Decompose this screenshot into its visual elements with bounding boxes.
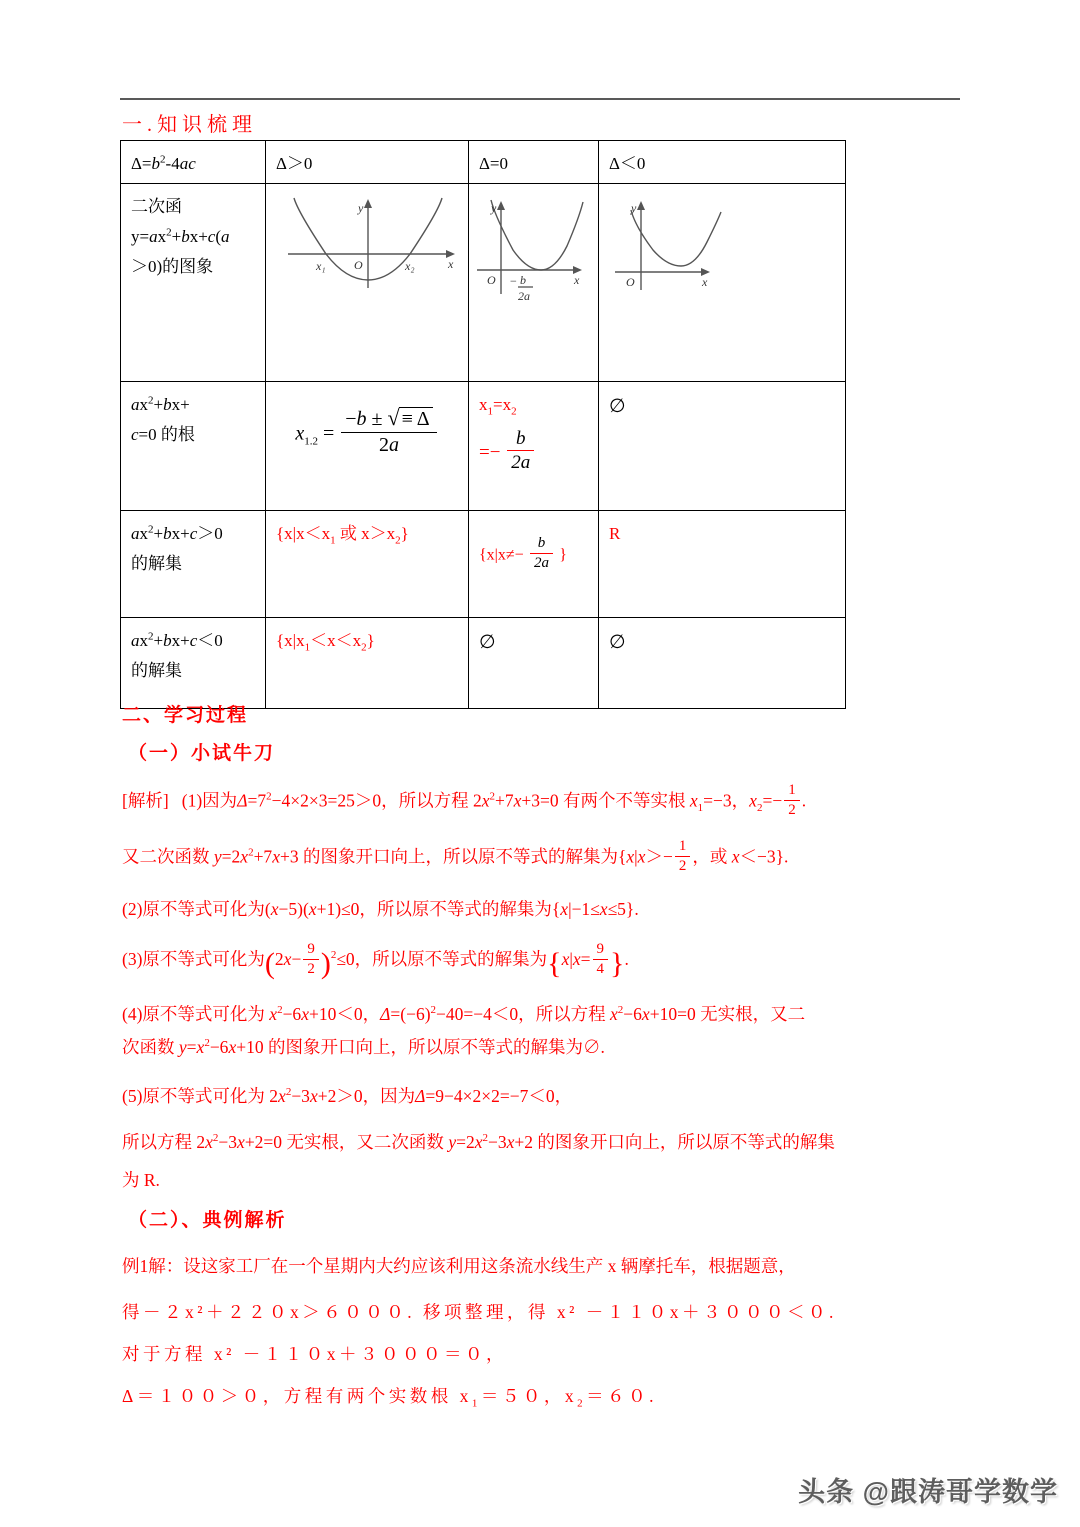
svg-text:x₁: x₁ [316,259,326,273]
roots-equal: $x_1=x_2$ [479,395,517,418]
example-line4: Δ＝１００＞０，方程有两个实数根 $x_1=50$，$x_2=60$. [122,1386,658,1410]
w3-frac1-num: 9 [303,941,319,960]
section-title-knowledge: 一.知识梳理 [122,114,257,136]
label-line-2: $y=ax^2+bx+c(a$ [131,226,230,246]
gt-label-line-2: 的解集 [131,553,182,573]
gt-label-line-1: $ax^2+bx+c>0$ [131,523,223,543]
cell-roots-delta-negative: ∅ [599,382,846,511]
parabola-tangent-icon [473,192,591,304]
analysis-tag: [解析] [122,790,169,811]
table-row-roots [121,382,846,511]
warmup-item5-line3: 为 R. [122,1170,160,1190]
cell-gt-delta-zero: {x|x≠− $\frac{b}{2a}$ } [469,511,599,618]
svg-text:x: x [448,257,454,271]
cell-gt-delta-positive: {$x|x<x_1$ 或 $x>x_2$} [266,511,469,618]
svg-text:x: x [574,273,580,287]
warmup-item3: (3)原不等式可化为(2x− $\frac{9}{2}$ )$^2$≤0，所以原不等式的解集为{x|x= $\frac{9}{4}$ }. [122,940,629,980]
knowledge-table [120,140,846,709]
watermark: 头条 @跟涛哥学数学 [798,1477,1058,1507]
table-header-row [121,141,846,184]
top-horizontal-rule [120,98,960,100]
roots-label-line-1: $ax^2+bx+$ [131,394,190,414]
cell-graph-no-roots [599,184,846,382]
warmup-item5-line2: 所以方程 $2x^2-3x+2=0$ 无实根，又二次函数 $y=2x^2-3x+2$ 的图象开口向上，所以原不等式的解集 [122,1132,835,1152]
w1-frac1-den: 2 [788,801,796,818]
svg-text:x₂: x₂ [405,259,415,273]
row-label-roots [121,382,266,511]
example-line3: 对于方程 x² －１１０x＋３０００＝０， [122,1344,507,1364]
example-line1: 例1解：设这家工厂在一个星期内大约应该利用这条流水线生产 x 辆摩托车，根据题意， [122,1256,796,1276]
warmup-item1-line2: 又二次函数 $y=2x^2+7x+3$ 的图象开口向上，所以原不等式的解集为{x|x＞− $\frac{1}{2}$ ，或 x＜−3}. [122,838,789,874]
svg-text:x: x [702,275,708,289]
warmup-item4-line1: (4)原不等式可化为 $x^2-6x+10<0$，$\Delta=(-6)^2-40=-4<0$，所以方程 $x^2-6x+10=0$ 无实根，又二 [122,1004,806,1024]
header-delta-zero: Δ=0 [469,141,599,184]
section-title-process: 二、学习过程 [122,705,249,726]
w3a: (3)原不等式可化为 [122,949,265,969]
header-delta-positive: Δ＞0 [266,141,469,184]
w3-frac1-den: 2 [307,960,315,977]
w1-frac2-den: 2 [678,857,687,874]
cell-graph-two-roots [266,184,469,382]
parabola-above-axis-icon [609,192,727,292]
w3-frac2-den: 4 [596,960,605,977]
svg-text:y: y [631,201,637,215]
cell-gt-delta-negative: R [599,511,846,618]
label-line-1: 二次函 [131,197,182,216]
header-delta-negative: Δ＜0 [599,141,846,184]
parabola-two-roots-icon [276,192,461,292]
row-label-lt [121,618,266,709]
lt-label-line-1: $ax^2+bx+c<0$ [131,630,223,650]
cell-lt-delta-zero: ∅ [469,618,599,709]
svg-text:O: O [626,275,635,289]
subsection-title-examples: （二）、典例解析 [128,1210,287,1231]
w1a: (1)因为 [181,790,238,811]
w3-frac2-num: 9 [593,941,609,960]
cell-graph-tangent [469,184,599,382]
svg-text:O: O [487,273,496,287]
roots-equal-value: =− $\frac{b}{2a}$ [479,428,588,474]
warmup-item2: (2)原不等式可化为(x−5)(x+1)≤0，所以原不等式的解集为{x|−1≤x≤5}. [122,899,639,919]
cell-roots-delta-zero [469,382,599,511]
table-row-less-than [121,618,846,709]
cell-quadratic-formula [266,382,469,511]
row-label-gt [121,511,266,618]
warmup-item4-line2: 次函数 $y=x^2-6x+10$ 的图象开口向上，所以原不等式的解集为∅. [122,1037,605,1057]
label-line-3: ＞0)的图象 [131,256,214,276]
header-delta-def: $\Delta=b^2-4ac$ [121,141,266,184]
svg-text:O: O [354,258,363,272]
cell-lt-delta-positive: $\{x|x_1<x<x_2\}$ [266,618,469,709]
table-row-greater-than [121,511,846,618]
quadratic-formula: $x_{1.2}$ = $\frac{-b \pm √ \equiv \Delta}{2a}$ [276,406,458,456]
example-line2: 得－２x²＋２２０x＞６０００. 移项整理，得 x² －１１０x＋３０００＜０. [122,1302,837,1322]
subsection-title-warmup: （一）小试牛刀 [128,743,276,764]
svg-text:y: y [358,201,364,215]
w1-frac1-num: 1 [784,782,800,801]
svg-text:−: − [510,274,517,288]
cell-lt-delta-negative: ∅ [599,618,846,709]
lt-label-line-2: 的解集 [131,660,182,680]
svg-text:2a: 2a [518,289,530,303]
table-row-graphs [121,184,846,382]
svg-text:y: y [491,201,497,215]
w1-frac2-num: 1 [675,838,691,857]
warmup-item5-line1: (5)原不等式可化为 $2x^2-3x+2>0$，因为Δ=9−4×2×2=−7＜0， [122,1086,573,1106]
row-label-quadratic-function [121,184,266,382]
warmup-item1-line1: [解析] (1)因为$\Delta=7^2-4\times 2\times 3=25>0$，所以方程 $2x^2+7x+3=0$ 有两个不等实根 $x_1=-3$，$x_2=-$ $\frac{1}{2}$ . [122,782,807,818]
svg-text:b: b [520,273,526,287]
roots-label-line-2: c=0 的根 [131,424,195,444]
